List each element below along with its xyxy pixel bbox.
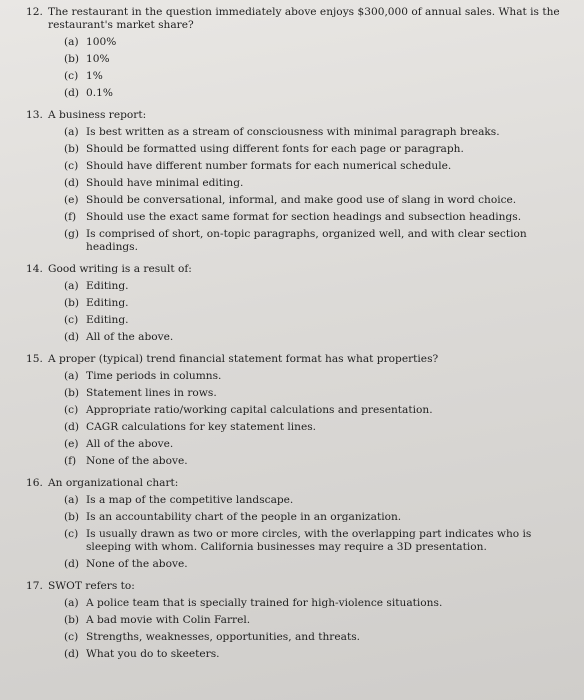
option-letter: (c)	[64, 528, 79, 540]
question-14	[26, 263, 570, 344]
answer-option	[64, 370, 570, 383]
answer-option	[64, 36, 570, 49]
question-prompt	[26, 353, 570, 366]
option-text: 100%	[86, 36, 117, 48]
answer-option	[64, 70, 570, 83]
option-letter: (c)	[64, 70, 79, 82]
answer-option	[64, 558, 570, 571]
question-text: A proper (typical) trend financial statement format has what properties?	[48, 353, 439, 365]
option-letter: (c)	[64, 314, 79, 326]
option-letter: (b)	[64, 297, 80, 309]
option-text: None of the above.	[86, 558, 188, 570]
answer-options	[26, 597, 570, 661]
answer-option	[64, 455, 570, 468]
answer-option	[64, 194, 570, 207]
answer-option	[64, 228, 570, 254]
option-text: 1%	[86, 70, 103, 82]
answer-option	[64, 53, 570, 66]
option-text: Should have different number formats for each numerical schedule.	[86, 160, 452, 172]
answer-option	[64, 211, 570, 224]
option-letter: (d)	[64, 421, 80, 433]
option-text: Is comprised of short, on-topic paragraphs, organized well, and with clear section headings.	[86, 228, 527, 253]
question-15	[26, 353, 570, 468]
option-letter: (e)	[64, 194, 79, 206]
answer-option	[64, 597, 570, 610]
option-text: Editing.	[86, 297, 129, 309]
answer-option	[64, 494, 570, 507]
option-letter: (c)	[64, 404, 79, 416]
option-text: Editing.	[86, 314, 129, 326]
option-text: Is best written as a stream of consciousness with minimal paragraph breaks.	[86, 126, 500, 138]
option-letter: (g)	[64, 228, 80, 240]
answer-option	[64, 331, 570, 344]
answer-options	[26, 126, 570, 254]
option-text: None of the above.	[86, 455, 188, 467]
answer-option	[64, 648, 570, 661]
question-prompt	[26, 109, 570, 122]
option-letter: (d)	[64, 177, 80, 189]
option-letter: (a)	[64, 36, 79, 48]
option-letter: (f)	[64, 455, 77, 467]
option-text: Should have minimal editing.	[86, 177, 244, 189]
option-letter: (b)	[64, 387, 80, 399]
question-text: An organizational chart:	[48, 477, 179, 489]
option-letter: (a)	[64, 494, 79, 506]
option-text: Statement lines in rows.	[86, 387, 217, 399]
answer-option	[64, 421, 570, 434]
option-text: 0.1%	[86, 87, 113, 99]
option-text: Should be formatted using different fonts for each page or paragraph.	[86, 143, 464, 155]
answer-option	[64, 160, 570, 173]
answer-option	[64, 614, 570, 627]
option-letter: (a)	[64, 597, 79, 609]
option-text: A bad movie with Colin Farrel.	[86, 614, 251, 626]
question-text: A business report:	[48, 109, 147, 121]
option-letter: (c)	[64, 631, 79, 643]
option-text: All of the above.	[86, 438, 174, 450]
question-text: SWOT refers to:	[48, 580, 135, 592]
question-13	[26, 109, 570, 254]
question-prompt	[26, 477, 570, 490]
answer-option	[64, 511, 570, 524]
option-letter: (d)	[64, 87, 80, 99]
question-number: 12.	[26, 6, 43, 18]
option-text: Should be conversational, informal, and make good use of slang in word choice.	[86, 194, 517, 206]
answer-option	[64, 143, 570, 156]
option-text: All of the above.	[86, 331, 174, 343]
question-prompt	[26, 263, 570, 276]
option-text: Strengths, weaknesses, opportunities, and threats.	[86, 631, 361, 643]
option-letter: (f)	[64, 211, 77, 223]
option-text: Is an accountability chart of the people in an organization.	[86, 511, 402, 523]
option-letter: (b)	[64, 143, 80, 155]
answer-option	[64, 438, 570, 451]
option-letter: (b)	[64, 53, 80, 65]
option-letter: (d)	[64, 648, 80, 660]
answer-option	[64, 87, 570, 100]
answer-option	[64, 126, 570, 139]
question-text: The restaurant in the question immediately above enjoys $300,000 of annual sales. What is the restaurant's market share?	[48, 6, 560, 31]
option-letter: (c)	[64, 160, 79, 172]
answer-options	[26, 370, 570, 468]
answer-option	[64, 314, 570, 327]
question-text: Good writing is a result of:	[48, 263, 192, 275]
option-letter: (a)	[64, 126, 79, 138]
option-text: A police team that is specially trained for high-violence situations.	[86, 597, 443, 609]
question-number: 17.	[26, 580, 43, 592]
option-letter: (b)	[64, 614, 80, 626]
question-17	[26, 580, 570, 661]
question-prompt	[26, 580, 570, 593]
answer-options	[26, 36, 570, 100]
option-letter: (e)	[64, 438, 79, 450]
answer-option	[64, 280, 570, 293]
answer-options	[26, 494, 570, 571]
question-number: 13.	[26, 109, 43, 121]
option-text: Editing.	[86, 280, 129, 292]
answer-option	[64, 387, 570, 400]
option-text: Is usually drawn as two or more circles, with the overlapping part indicates who is sleeping with whom. California businesses may require a 3D presentation.	[86, 528, 532, 553]
question-12	[26, 6, 570, 100]
option-letter: (a)	[64, 370, 79, 382]
answer-option	[64, 177, 570, 190]
option-text: Appropriate ratio/working capital calculations and presentation.	[86, 404, 433, 416]
answer-option	[64, 404, 570, 417]
question-number: 15.	[26, 353, 43, 365]
option-text: Time periods in columns.	[86, 370, 222, 382]
option-letter: (d)	[64, 331, 80, 343]
option-text: What you do to skeeters.	[86, 648, 220, 660]
question-16	[26, 477, 570, 571]
option-text: Should use the exact same format for section headings and subsection headings.	[86, 211, 522, 223]
option-letter: (d)	[64, 558, 80, 570]
question-prompt	[26, 6, 570, 32]
option-text: 10%	[86, 53, 110, 65]
answer-options	[26, 280, 570, 344]
answer-option	[64, 297, 570, 310]
option-text: Is a map of the competitive landscape.	[86, 494, 294, 506]
answer-option	[64, 528, 570, 554]
option-letter: (a)	[64, 280, 79, 292]
question-number: 16.	[26, 477, 43, 489]
option-text: CAGR calculations for key statement lines.	[86, 421, 317, 433]
answer-option	[64, 631, 570, 644]
option-letter: (b)	[64, 511, 80, 523]
question-number: 14.	[26, 263, 43, 275]
